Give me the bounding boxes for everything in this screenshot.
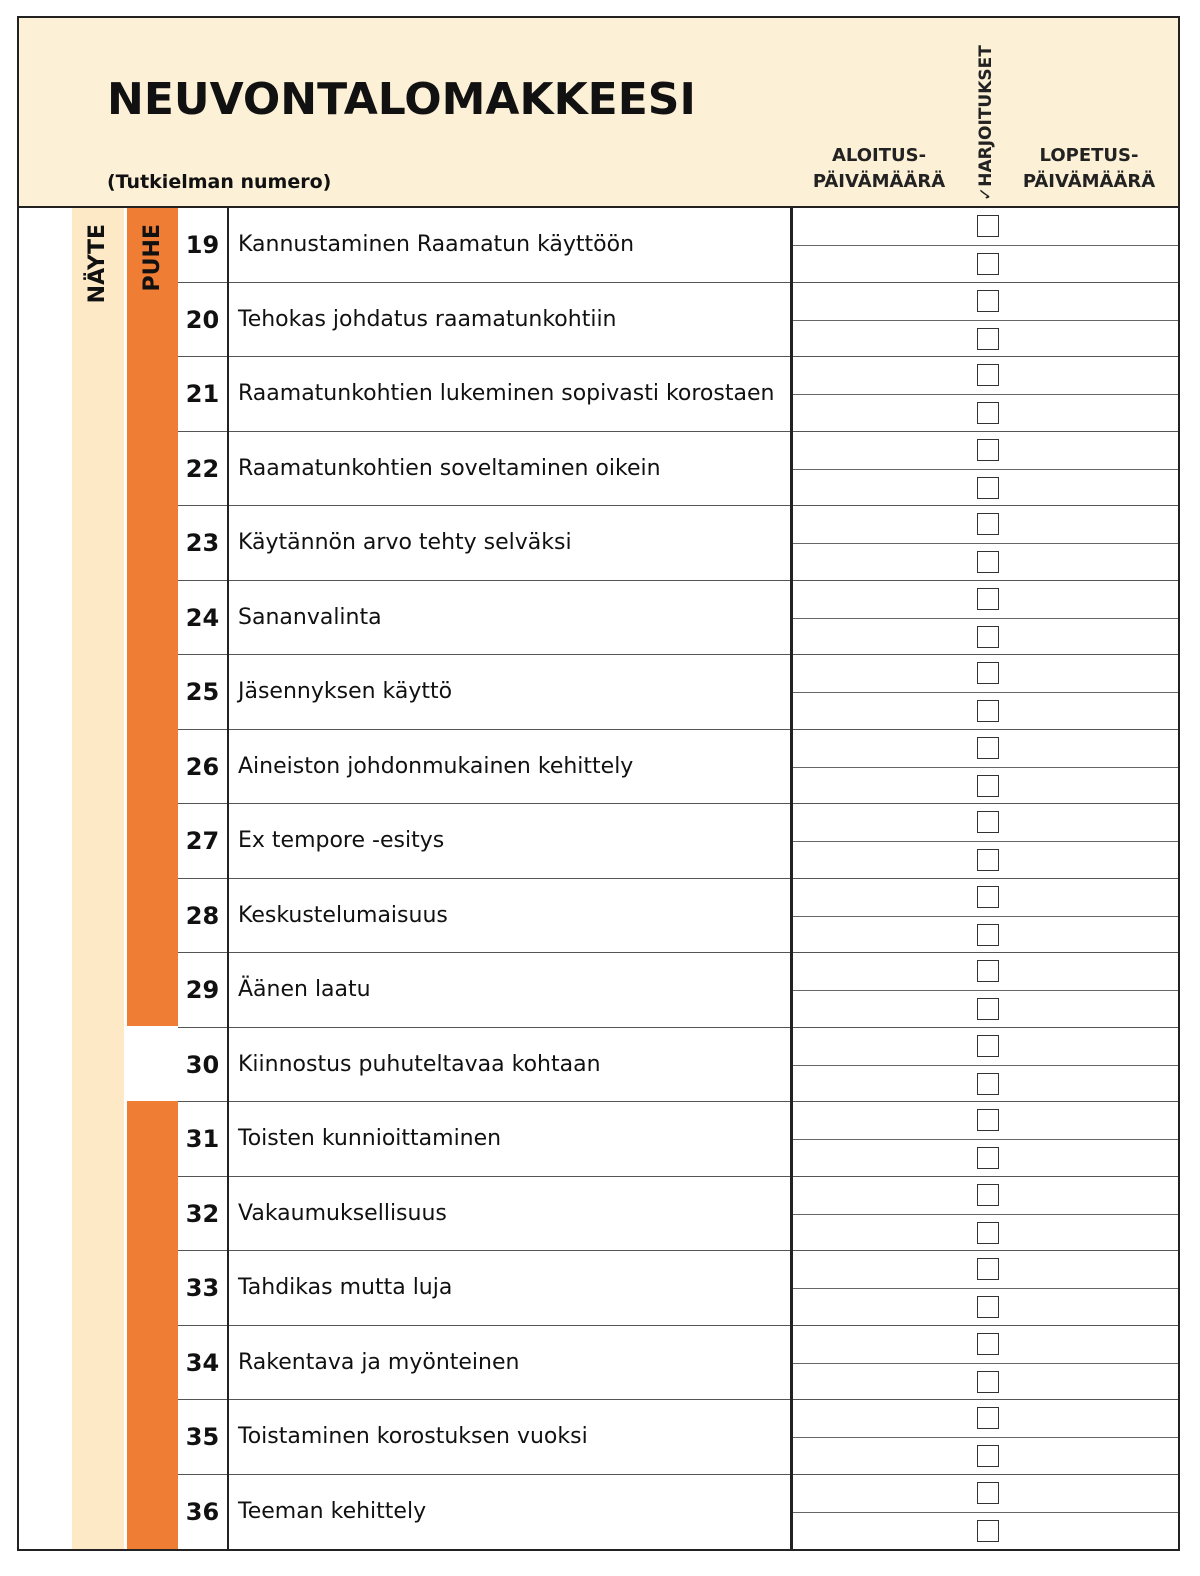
- puhe-label: [127, 216, 179, 326]
- study-number: 36: [185, 1497, 220, 1526]
- exercise-checkbox[interactable]: [977, 477, 999, 499]
- study-number: 31: [185, 1125, 220, 1153]
- row-midline: [792, 916, 1178, 917]
- description-column-divider: [790, 208, 793, 1549]
- exercise-checkbox[interactable]: [977, 626, 999, 648]
- study-number: 22: [185, 454, 220, 483]
- form-header: [19, 18, 1178, 208]
- study-title: Raamatunkohtien soveltaminen oikein: [238, 455, 661, 481]
- exercise-checkbox[interactable]: [977, 1184, 999, 1206]
- exercise-checkbox[interactable]: [977, 1147, 999, 1169]
- study-number: 34: [185, 1348, 220, 1377]
- row-midline: [792, 1065, 1178, 1066]
- start-date-header-line2: PÄIVÄMÄÄRÄ: [812, 171, 946, 192]
- puhe-label-text: PUHE: [140, 224, 165, 292]
- end-date-header-line1: LOPETUS-: [1039, 145, 1139, 166]
- exercise-checkbox[interactable]: [977, 439, 999, 461]
- exercise-checkbox[interactable]: [977, 364, 999, 386]
- exercise-checkbox[interactable]: [977, 960, 999, 982]
- exercise-checkbox[interactable]: [977, 700, 999, 722]
- study-title: Tehokas johdatus raamatunkohtiin: [238, 306, 617, 332]
- row-midline: [792, 767, 1178, 768]
- study-title: Toistaminen korostuksen vuoksi: [238, 1424, 588, 1449]
- row-midline: [792, 1512, 1178, 1513]
- start-date-header-line1: ALOITUS-: [831, 145, 927, 166]
- study-title: Keskustelumaisuus: [238, 902, 448, 928]
- table-row: [178, 283, 1178, 358]
- table-row: [178, 1177, 1178, 1252]
- exercise-checkbox[interactable]: [977, 1371, 999, 1393]
- puhe-band-upper: [127, 208, 178, 1026]
- row-midline: [792, 1288, 1178, 1289]
- study-number: 20: [185, 305, 220, 334]
- nayte-band: [72, 208, 124, 1549]
- row-midline: [792, 618, 1178, 619]
- exercise-checkbox[interactable]: [977, 1073, 999, 1095]
- row-midline: [792, 1363, 1178, 1364]
- table-row: [178, 1475, 1178, 1550]
- study-number: 29: [185, 976, 220, 1004]
- study-title: Jäsennyksen käyttö: [238, 679, 453, 704]
- row-midline: [792, 1437, 1178, 1438]
- exercise-checkbox[interactable]: [977, 1222, 999, 1244]
- study-number: 21: [185, 380, 220, 408]
- study-title: Kannustaminen Raamatun käyttöön: [238, 232, 635, 257]
- table-row: [178, 879, 1178, 954]
- study-title: Tahdikas mutta luja: [238, 1275, 453, 1300]
- table-row: [178, 1102, 1178, 1177]
- exercise-checkbox[interactable]: [977, 1296, 999, 1318]
- table-row: [178, 804, 1178, 879]
- exercise-checkbox[interactable]: [977, 328, 999, 350]
- study-number: 25: [185, 678, 220, 706]
- exercise-checkbox[interactable]: [977, 1407, 999, 1429]
- exercise-checkbox[interactable]: [977, 588, 999, 610]
- exercise-checkbox[interactable]: [977, 811, 999, 833]
- exercise-checkbox[interactable]: [977, 1258, 999, 1280]
- exercise-checkbox[interactable]: [977, 775, 999, 797]
- exercise-checkbox[interactable]: [977, 402, 999, 424]
- table-row: [178, 1028, 1178, 1103]
- table-row: [178, 581, 1178, 656]
- row-midline: [792, 469, 1178, 470]
- exercise-checkbox[interactable]: [977, 551, 999, 573]
- table-row: [178, 655, 1178, 730]
- exercise-checkbox[interactable]: [977, 924, 999, 946]
- study-title: Sananvalinta: [238, 604, 382, 630]
- study-title: Aineiston johdonmukainen kehittely: [238, 753, 634, 779]
- study-number: 33: [185, 1274, 220, 1302]
- row-midline: [792, 543, 1178, 544]
- exercise-checkbox[interactable]: [977, 1035, 999, 1057]
- study-title: Kiinnostus puhuteltavaa kohtaan: [238, 1051, 601, 1077]
- table-row: [178, 357, 1178, 432]
- table-row: [178, 1251, 1178, 1326]
- start-date-header: [799, 143, 959, 195]
- table-row: [178, 506, 1178, 581]
- exercise-checkbox[interactable]: [977, 1520, 999, 1542]
- nayte-label-text: NÄYTE: [85, 224, 110, 304]
- exercise-checkbox[interactable]: [977, 662, 999, 684]
- study-number: 24: [185, 603, 220, 632]
- row-midline: [792, 1214, 1178, 1215]
- table-row: [178, 208, 1178, 283]
- row-midline: [792, 245, 1178, 246]
- study-number: 23: [185, 529, 220, 557]
- row-midline: [792, 394, 1178, 395]
- study-number: 27: [185, 827, 220, 855]
- table-row: [178, 1400, 1178, 1475]
- row-midline: [792, 692, 1178, 693]
- study-number: 26: [185, 752, 220, 781]
- study-number: 30: [185, 1050, 220, 1079]
- exercise-checkbox[interactable]: [977, 1109, 999, 1131]
- table-row: [178, 1326, 1178, 1401]
- study-title: Rakentava ja myönteinen: [238, 1349, 520, 1375]
- counsel-form: [17, 16, 1180, 1551]
- end-date-header-line2: PÄIVÄMÄÄRÄ: [1022, 171, 1156, 192]
- study-number: 35: [185, 1423, 220, 1451]
- study-title: Ex tempore -esitys: [238, 828, 445, 853]
- exercise-checkbox[interactable]: [977, 215, 999, 237]
- row-midline: [792, 320, 1178, 321]
- form-subtitle: (Tutkielman numero): [107, 171, 332, 193]
- study-title: Teeman kehittely: [238, 1498, 427, 1524]
- exercise-checkbox[interactable]: [977, 513, 999, 535]
- study-title: Toisten kunnioittaminen: [238, 1126, 502, 1151]
- exercise-checkbox[interactable]: [977, 253, 999, 275]
- form-title: NEUVONTALOMAKKEESI: [107, 74, 696, 125]
- exercise-checkbox[interactable]: [977, 886, 999, 908]
- row-midline: [792, 990, 1178, 991]
- number-column-divider: [227, 208, 229, 1549]
- exercises-header: [970, 26, 1002, 201]
- nayte-label: [72, 216, 124, 326]
- end-date-header: [1009, 143, 1169, 195]
- exercise-checkbox[interactable]: [977, 737, 999, 759]
- study-title: Äänen laatu: [238, 977, 371, 1002]
- exercise-checkbox[interactable]: [977, 1333, 999, 1355]
- study-title: Raamatunkohtien lukeminen sopivasti korostaen: [238, 381, 775, 406]
- puhe-band-lower: [127, 1101, 178, 1549]
- table-row: [178, 432, 1178, 507]
- row-midline: [792, 841, 1178, 842]
- exercises-header-label: ✓HARJOITUKSET: [976, 45, 996, 201]
- table-row: [178, 730, 1178, 805]
- study-title: Vakaumuksellisuus: [238, 1200, 447, 1226]
- exercise-checkbox[interactable]: [977, 290, 999, 312]
- row-midline: [792, 1139, 1178, 1140]
- study-number: 28: [185, 901, 220, 930]
- study-title: Käytännön arvo tehty selväksi: [238, 530, 572, 555]
- study-number: 19: [185, 231, 220, 259]
- exercise-checkbox[interactable]: [977, 1445, 999, 1467]
- table-row: [178, 953, 1178, 1028]
- exercise-checkbox[interactable]: [977, 1482, 999, 1504]
- exercise-checkbox[interactable]: [977, 998, 999, 1020]
- exercise-checkbox[interactable]: [977, 849, 999, 871]
- study-number: 32: [185, 1199, 220, 1228]
